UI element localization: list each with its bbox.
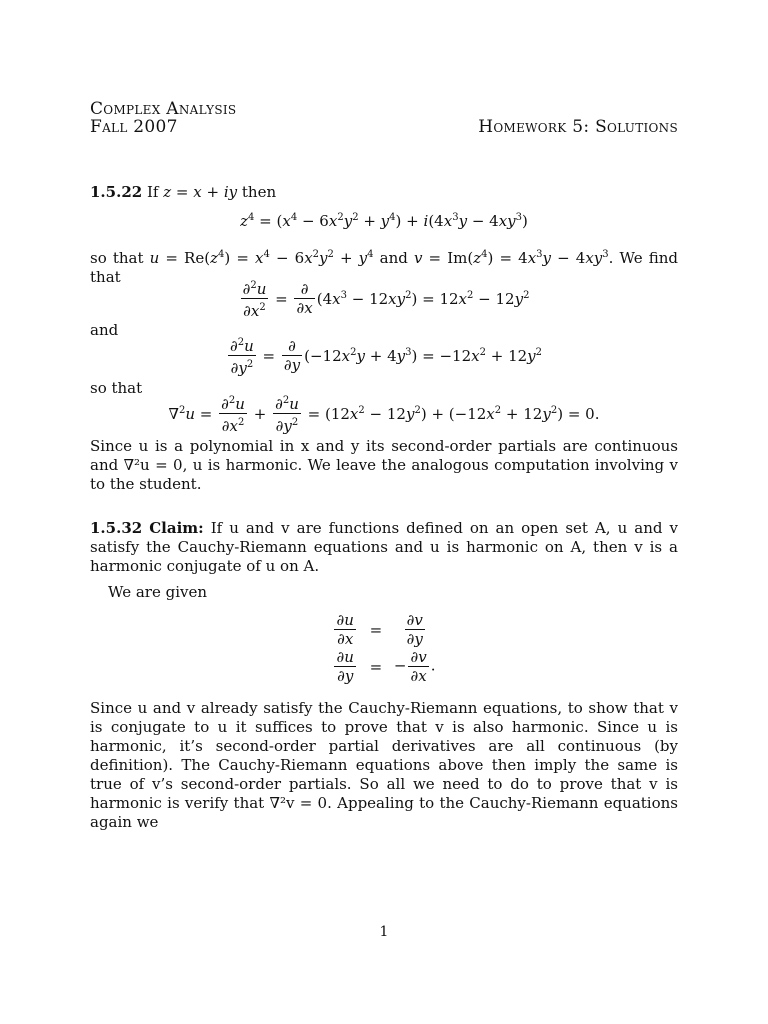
given-text: We are given [108, 583, 208, 601]
we-find-text: . We find that [90, 249, 678, 286]
claim-text: If u and v are functions defined on an open set A, u and v satisfy the Cauchy-Riemann equations and u is harmonic on A, then v is a harmonic conjugate of u on A. [90, 519, 678, 575]
cauchy-riemann-equations: $\frac{\partial u}{\partial x}$ = $\frac{\partial v}{\partial y}$ $\frac{\partial u}{\partial y}$ = − $\frac{\partial v}{\partial x}$ . [336, 611, 436, 685]
equation-laplacian-u: ∇$^2$u = $\frac{\partial^2u}{\partial x^2}$ + $\frac{\partial^2u}{\partial y^2}$ = $(12x^2 - 12y^2) + (-12x^2 + 12y^2) = 0$. [90, 392, 678, 435]
problem-1-number: 1.5.22 [90, 183, 143, 201]
intro-word: If [146, 183, 159, 201]
problem-1-conclusion: Since u is a polynomial in x and y its second-order partials are continuous and ∇²u = 0, u is harmonic. We leave the analogous computation involving v to the student. [90, 437, 678, 493]
equation-uyy: $\frac{\partial^2u}{\partial y^2}$ = $\frac{\partial}{\partial y}$ $(-12x^2y + 4y^3) = -12x^2 + 12y^2$ [90, 334, 678, 377]
u-v-definition: so that $u = Re(z^4) = x^4 - 6x^2y^2 + y^4$ and $v = Im(z^4) = 4x^3y - 4xy^3$. We find that [90, 249, 678, 286]
course-name: Complex Analysis [90, 99, 237, 119]
so-that-text: so that [90, 249, 144, 267]
page-number: 1 [379, 924, 389, 940]
intro-end: then [241, 183, 277, 201]
problem-2-number: 1.5.32 [90, 519, 143, 537]
equation-uxx: $\frac{\partial^2u}{\partial x^2}$ = $\frac{\partial}{\partial x}$ $(4x^3 - 12xy^2) = 12x^2 - 12y^2$ [90, 277, 678, 320]
homework-title: Homework 5: Solutions [478, 117, 678, 137]
problem-1-intro [90, 183, 678, 202]
z-definition: z = x + iy [163, 183, 238, 201]
term: Fall 2007 [90, 117, 178, 137]
so-that-label: so that [90, 379, 143, 397]
and-text: and [379, 249, 408, 267]
problem-2-claim [90, 519, 678, 576]
equation-z4: $z^4 = (x^4 - 6x^2y^2 + y^4) + i(4x^3y - 4xy^3)$ [240, 212, 528, 230]
claim-label: Claim: [149, 519, 204, 537]
problem-2-body: Since u and v already satisfy the Cauchy-Riemann equations, to show that v is conjugate to u it suffices to prove that v is also harmonic. Since u is harmonic, it’s second-order partial derivatives are all continuous (by definition). The Cauchy-Riemann equations above then imply the same is true of v’s second-order partials. So all we need to do to prove that v is harmonic is verify that ∇²v = 0. Appealing to the Cauchy-Riemann equations again we [90, 699, 678, 831]
and-label: and [90, 321, 119, 339]
course-header [90, 100, 236, 136]
